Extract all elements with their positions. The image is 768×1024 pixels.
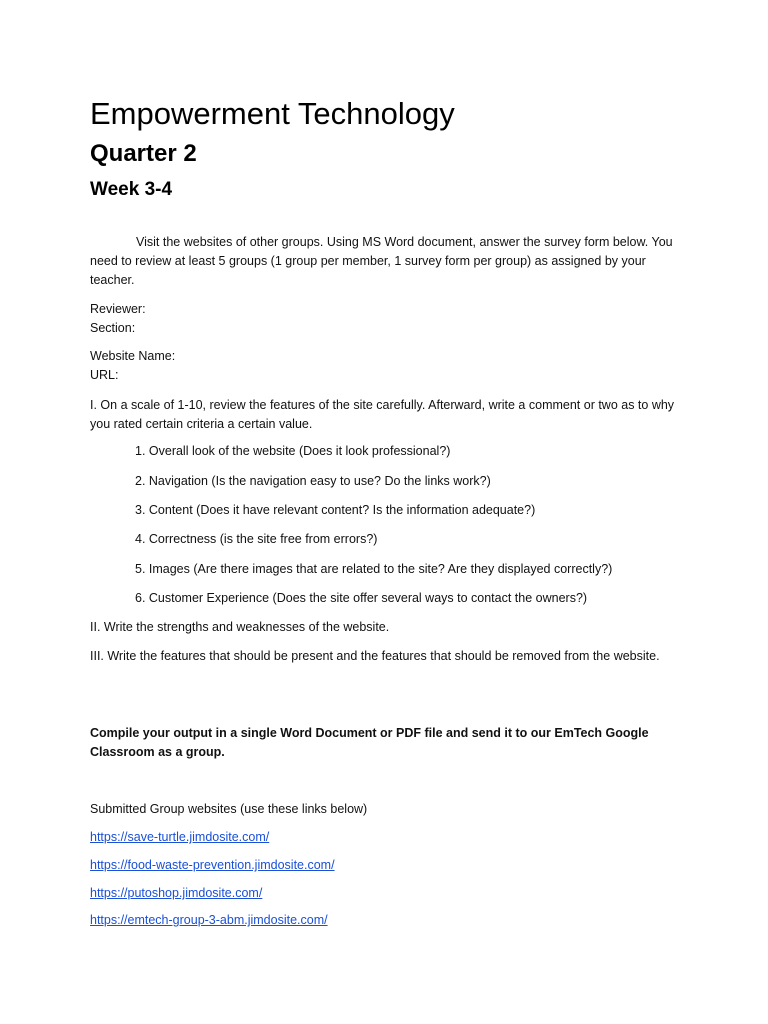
criteria-item: 5. Images (Are there images that are related to the site? Are they displayed correctly?) — [135, 562, 613, 576]
quarter-heading: Quarter 2 — [90, 140, 197, 167]
compile-note: Compile your output in a single Word Document or PDF file and send it to our EmTech Google Classroom as a group. — [90, 726, 649, 759]
group-website-link[interactable]: https://putoshop.jimdosite.com/ — [90, 886, 263, 900]
links-heading: Submitted Group websites (use these links below) — [90, 802, 368, 816]
website-name-label: Website Name: — [90, 349, 176, 363]
criteria-item: 1. Overall look of the website (Does it look professional?) — [135, 444, 451, 458]
criteria-item: 4. Correctness (is the site free from errors?) — [135, 532, 378, 546]
section-label: Section: — [90, 321, 136, 335]
criteria-item: 6. Customer Experience (Does the site offer several ways to contact the owners?) — [135, 591, 588, 605]
reviewer-label: Reviewer: — [90, 302, 146, 316]
part-two-instructions: II. Write the strengths and weaknesses of the website. — [90, 620, 390, 634]
part-three-instructions: III. Write the features that should be present and the features that should be removed from the website. — [90, 649, 660, 663]
document-title: Empowerment Technology — [90, 96, 455, 131]
week-heading: Week 3-4 — [90, 179, 173, 200]
url-label: URL: — [90, 368, 119, 382]
part-one-instructions: I. On a scale of 1-10, review the features of the site carefully. Afterward, write a comment or two as to why you rated certain criteria a certain value. — [90, 398, 675, 431]
group-website-link[interactable]: https://emtech-group-3-abm.jimdosite.com/ — [90, 913, 328, 927]
criteria-item: 2. Navigation (Is the navigation easy to use? Do the links work?) — [135, 474, 491, 488]
intro-paragraph: Visit the websites of other groups. Using MS Word document, answer the survey form below. You need to review at least 5 groups (1 group per member, 1 survey form per group) as assigned by your teacher. — [90, 235, 673, 287]
criteria-item: 3. Content (Does it have relevant content? Is the information adequate?) — [135, 503, 536, 517]
group-website-link[interactable]: https://save-turtle.jimdosite.com/ — [90, 830, 270, 844]
group-website-link[interactable]: https://food-waste-prevention.jimdosite.com/ — [90, 858, 335, 872]
